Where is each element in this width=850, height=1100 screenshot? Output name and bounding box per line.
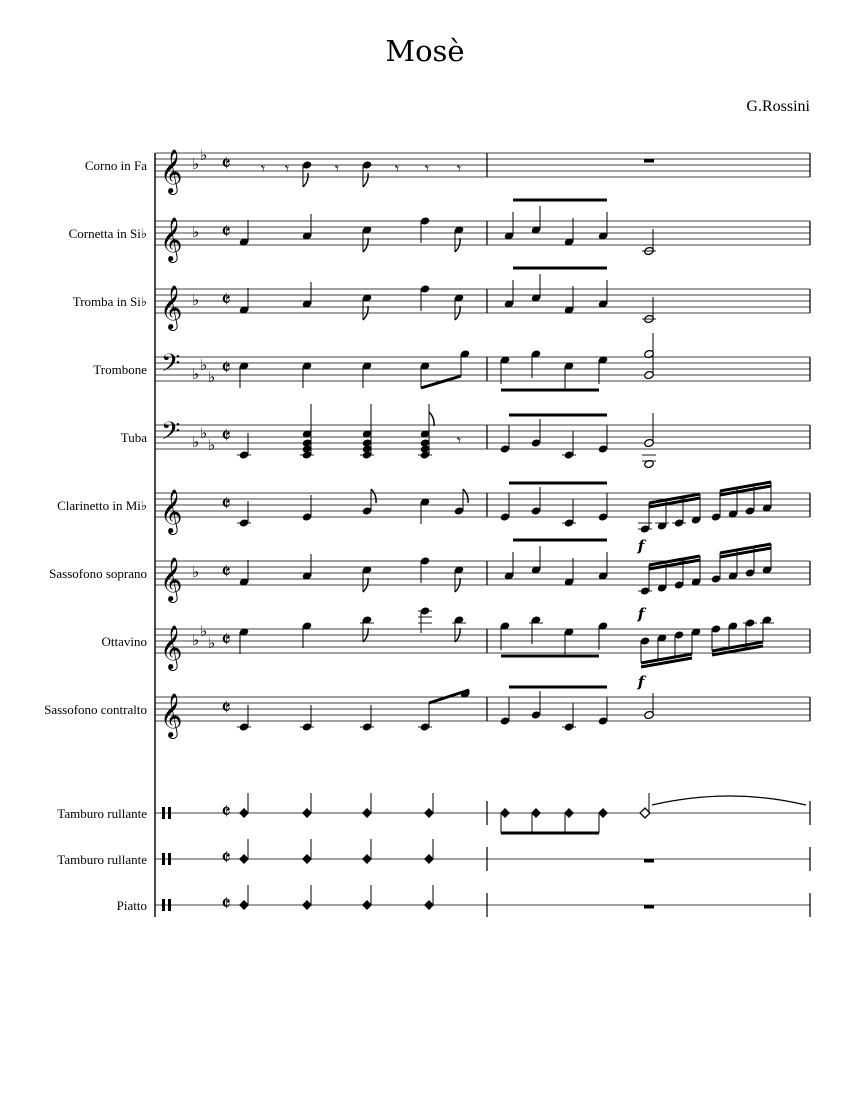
cut-time-signature: 𝄵: [221, 220, 231, 245]
beam: [421, 376, 461, 388]
percussion-note: [564, 808, 574, 818]
cut-time-signature: 𝄵: [221, 628, 231, 653]
instrument-name: Ottavino: [101, 634, 147, 649]
instrument-name: Piatto: [116, 898, 147, 913]
percussion-note: [598, 808, 608, 818]
percussion-note: [362, 854, 372, 864]
treble-clef-icon: 𝄞: [160, 557, 183, 601]
cut-time-signature: 𝄵: [221, 356, 231, 381]
percussion-note: [424, 808, 434, 818]
percussion-note: [531, 808, 541, 818]
score-title: Mosè: [385, 34, 465, 68]
bass-clef-icon: 𝄢: [161, 417, 181, 452]
bass-clef-icon: 𝄢: [161, 349, 181, 384]
cut-time-signature: 𝄵: [221, 288, 231, 313]
percussion-note: [239, 808, 249, 818]
flat-sign-icon: ♭: [200, 622, 208, 640]
eighth-rest-icon: 𝄾: [394, 159, 400, 178]
percussion-clef-icon: [162, 899, 165, 911]
percussion-note: [302, 854, 312, 864]
cut-time-signature: 𝄵: [221, 696, 231, 721]
treble-clef-icon: 𝄞: [160, 693, 183, 737]
percussion-note: [239, 854, 249, 864]
cut-time-signature: 𝄵: [221, 892, 231, 917]
instrument-name: Corno in Fa: [84, 158, 147, 173]
instrument-name: Trombone: [93, 362, 147, 377]
flat-sign-icon: ♭: [208, 368, 216, 386]
treble-clef-icon: 𝄞: [160, 489, 183, 533]
eighth-rest-icon: 𝄾: [284, 159, 290, 178]
instrument-name: Tromba in Si♭: [72, 294, 147, 309]
dynamic-forte: f: [637, 537, 645, 555]
percussion-note: [302, 808, 312, 818]
cut-time-signature: 𝄵: [221, 424, 231, 449]
percussion-clef-icon: [168, 899, 171, 911]
percussion-clef-icon: [162, 807, 165, 819]
flag: [429, 412, 434, 426]
percussion-note: [362, 900, 372, 910]
cut-time-signature: 𝄵: [221, 492, 231, 517]
percussion-note: [424, 854, 434, 864]
eighth-rest-icon: 𝄾: [334, 159, 340, 178]
instrument-name: Tamburo rullante: [57, 852, 147, 867]
flat-sign-icon: ♭: [192, 291, 200, 309]
treble-clef-icon: 𝄞: [160, 285, 183, 329]
flat-sign-icon: ♭: [200, 424, 208, 442]
flat-sign-icon: ♭: [208, 436, 216, 454]
dynamic-forte: f: [637, 605, 645, 623]
instrument-name: Cornetta in Si♭: [68, 226, 147, 241]
eighth-rest-icon: 𝄾: [260, 159, 266, 178]
whole-rest: [644, 859, 654, 863]
treble-clef-icon: 𝄞: [160, 625, 183, 669]
instrument-name: Clarinetto in Mi♭: [57, 498, 147, 513]
flag: [371, 489, 376, 503]
cut-time-signature: 𝄵: [221, 152, 231, 177]
percussion-note: [640, 808, 650, 818]
whole-rest: [644, 159, 654, 163]
cut-time-signature: 𝄵: [221, 800, 231, 825]
instrument-name: Sassofono contralto: [44, 702, 147, 717]
flat-sign-icon: ♭: [192, 563, 200, 581]
percussion-clef-icon: [168, 853, 171, 865]
cut-time-signature: 𝄵: [221, 560, 231, 585]
flat-sign-icon: ♭: [192, 365, 200, 383]
flat-sign-icon: ♭: [200, 356, 208, 374]
flat-sign-icon: ♭: [192, 155, 200, 173]
eighth-rest-icon: 𝄾: [424, 159, 430, 178]
flag: [303, 173, 308, 187]
flat-sign-icon: ♭: [192, 223, 200, 241]
flag: [363, 173, 368, 187]
percussion-clef-icon: [162, 853, 165, 865]
flat-sign-icon: ♭: [208, 634, 216, 652]
percussion-note: [424, 900, 434, 910]
percussion-note: [239, 900, 249, 910]
percussion-note: [500, 808, 510, 818]
flat-sign-icon: ♭: [200, 146, 208, 164]
composer-name: G.Rossini: [746, 98, 810, 115]
percussion-clef-icon: [168, 807, 171, 819]
instrument-name: Tamburo rullante: [57, 806, 147, 821]
percussion-note: [302, 900, 312, 910]
instrument-name: Sassofono soprano: [49, 566, 147, 581]
percussion-note: [362, 808, 372, 818]
instrument-name: Tuba: [120, 430, 147, 445]
flat-sign-icon: ♭: [192, 631, 200, 649]
flat-sign-icon: ♭: [192, 433, 200, 451]
dynamic-forte: f: [637, 673, 645, 691]
flag: [463, 489, 468, 503]
eighth-rest-icon: 𝄾: [456, 431, 462, 450]
cut-time-signature: 𝄵: [221, 846, 231, 871]
eighth-rest-icon: 𝄾: [456, 159, 462, 178]
whole-rest: [644, 905, 654, 909]
treble-clef-icon: 𝄞: [160, 149, 183, 193]
tie: [652, 796, 806, 805]
treble-clef-icon: 𝄞: [160, 217, 183, 261]
